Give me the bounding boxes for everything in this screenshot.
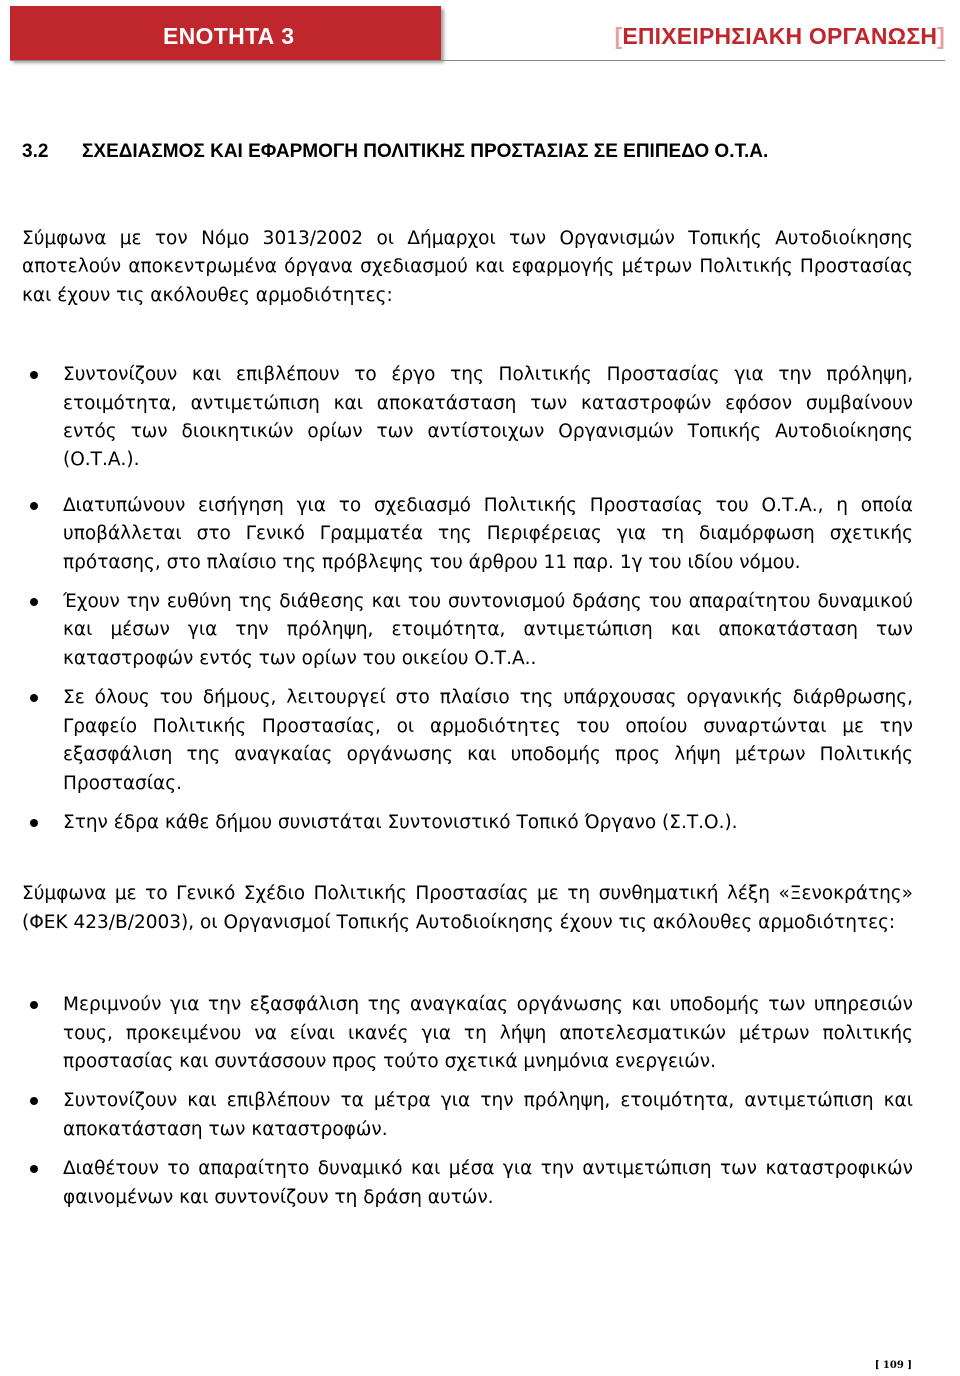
bullet-icon <box>30 371 38 379</box>
ota-duties-list <box>22 991 913 1212</box>
list-item-text: Έχουν την ευθύνη της διάθεσης και του συντονισμού δράσης του απαραίτητου δυναμικού και μέσων για την πρόληψη, ετοιμότητα, αντιμετώπιση και αποκατάσταση των καταστροφών εντός των ορίων του οικείου Ο.Τ.Α.. <box>63 591 913 669</box>
intro-paragraph: Σύμφωνα με τον Νόμο 3013/2002 οι Δήμαρχοι των Οργανισμών Τοπικής Αυτοδιοίκησης αποτελούν αποκεντρωμένα όργανα σχεδιασμού και εφαρμογής μέτρων Πολιτικής Προστασίας και έχουν τις ακόλουθες αρμοδιότητες: <box>22 228 913 306</box>
bracket-close: ] <box>937 23 945 49</box>
bullet-icon <box>30 1001 38 1009</box>
list-item <box>22 684 913 798</box>
bullet-icon <box>30 1165 38 1173</box>
list-item <box>22 492 913 577</box>
list-item <box>22 1155 913 1212</box>
list-item-text: Διατυπώνουν εισήγηση για το σχεδιασμό Πολιτικής Προστασίας του Ο.Τ.Α., η οποία υποβάλλεται στο Γενικό Γραμματέα της Περιφέρειας για τη διαμόρφωση σχετικής πρότασης, στο πλαίσιο της πρόβλεψης του άρθρου 11 παρ. 1γ του ιδίου νόμου. <box>63 494 913 573</box>
page-content <box>22 140 913 1212</box>
section-title-text: ΕΠΙΧΕΙΡΗΣΙΑΚΗ ΟΡΓΑΝΩΣΗ <box>622 23 938 49</box>
list-item-text: Συντονίζουν και επιβλέπουν το έργο της Πολιτικής Προστασίας για την πρόληψη, ετοιμότητα, αντιμετώπιση και αποκατάσταση των καταστροφών εφόσον συμβαίνουν εντός των διοικητικών ορίων των αντίστοιχων Οργανισμών Τοπικής Αυτοδιοίκησης (Ο.Τ.Α.). <box>63 364 913 471</box>
list-item <box>22 991 913 1076</box>
page-number: [ 109 ] <box>874 1360 912 1371</box>
section-title-header <box>614 22 945 50</box>
bullet-icon <box>30 1097 38 1105</box>
mayor-duties-list <box>22 361 913 837</box>
page-header <box>0 0 960 62</box>
list-item <box>22 1087 913 1144</box>
bracket-open: [ <box>614 23 623 49</box>
list-item-text: Συντονίζουν και επιβλέπουν τα μέτρα για την πρόληψη, ετοιμότητα, αντιμετώπιση και αποκατάσταση των καταστροφών. <box>63 1090 913 1140</box>
section-title: ΣΧΕΔΙΑΣΜΟΣ ΚΑΙ ΕΦΑΡΜΟΓΗ ΠΟΛΙΤΙΚΗΣ ΠΡΟΣΤΑΣΙΑΣ ΣΕ ΕΠΙΠΕΔΟ Ο.Τ.Α. <box>82 141 769 162</box>
section-number: 3.2 <box>22 141 49 162</box>
bullet-icon <box>30 502 38 510</box>
list-item <box>22 361 913 475</box>
chapter-label: ΕΝΟΤΗΤΑ 3 <box>163 23 295 49</box>
list-item-text: Μεριμνούν για την εξασφάλιση της αναγκαίας οργάνωσης και υποδομής των υπηρεσιών τους, προκειμένου να είναι ικανές για τη λήψη αποτελεσματικών μέτρων πολιτικής προστασίας και συντάσσουν προς τούτο σχετικά μνημόνια ενεργειών. <box>63 994 913 1072</box>
xenokratis-paragraph: Σύμφωνα με το Γενικό Σχέδιο Πολιτικής Προστασίας με τη συνθηματική λέξη «Ξενοκράτης» (ΦΕΚ 423/Β/2003), οι Οργανισμοί Τοπικής Αυτοδιοίκησης έχουν τις ακόλουθες αρμοδιότητες: <box>22 883 913 933</box>
list-item <box>22 588 913 673</box>
list-item-text: Διαθέτουν το απαραίτητο δυναμικό και μέσα για την αντιμετώπιση των καταστροφικών φαινομένων και συντονίζουν τη δράση αυτών. <box>63 1158 913 1208</box>
list-item-text: Στην έδρα κάθε δήμου συνιστάται Συντονιστικό Τοπικό Όργανο (Σ.Τ.Ο.). <box>63 811 738 833</box>
bullet-icon <box>30 694 38 702</box>
section-heading <box>22 140 913 164</box>
list-item <box>22 809 913 837</box>
header-divider <box>10 60 945 61</box>
bullet-icon <box>30 598 38 606</box>
list-item-text: Σε όλους του δήμους, λειτουργεί στο πλαίσιο της υπάρχουσας οργανικής διάρθρωσης, Γραφείο Πολιτικής Προστασίας, οι αρμοδιότητες του οποίου συναρτώνται με την εξασφάλιση της αναγκαίας οργάνωσης και υποδομής προς λήψη μέτρων Πολιτικής Προστασίας. <box>63 687 913 794</box>
bullet-icon <box>30 819 38 827</box>
